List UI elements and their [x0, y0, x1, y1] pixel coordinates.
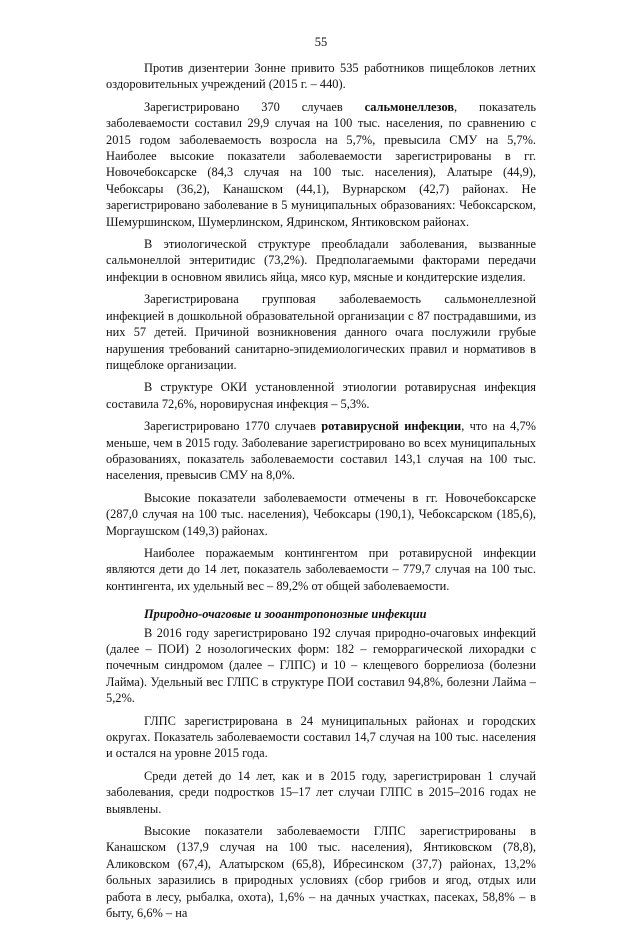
- page-number: 55: [314, 35, 328, 49]
- paragraph-salmonellosis: [106, 99, 536, 230]
- paragraph-rotavirus-children: Наиболее поражаемым контингентом при ротавирусной инфекции являются дети до 14 лет, показатель заболеваемости – 779,7 случая на 100 тыс. контингента, их удельный вес – 89,2% от общей заболеваемости.: [106, 545, 536, 593]
- paragraph-salmonellosis-body: , показатель заболеваемости составил 29,9 случая на 100 тыс. населения, по сравнению с 2015 годом заболеваемость возросла на 5,7%, превысила СМУ на 5,7%. Наиболее высокие показатели заболеваемости зарегистрированы в гг. Новочебоксарске (84,3 случая на 100 тыс. населения), Алатыре (44,9), Чебоксары (36,2), Канашском (44,1), Вурнарском (42,7) районах. Не зарегистрировано заболевание в 5 муниципальных образованиях: Чебоксарском, Шемуршинском, Шумерлинском, Ядринском, Янтиковском районах.: [106, 99, 536, 229]
- rotavirus-term: ротавирусной инфекции: [321, 419, 462, 434]
- paragraph-hfrs-districts: ГЛПС зарегистрирована в 24 муниципальных районах и городских округах. Показатель заболеваемости составил 14,7 случая на 100 тыс. населения и остался на уровне 2015 года.: [106, 713, 536, 761]
- paragraph-etiology-structure: В этиологической структуре преобладали заболевания, вызванные сальмонеллой энтеритидис (73,2%). Предполагаемыми факторами передачи инфекции в основном явились яйца, мясо кур, мясные и кондитерские изделия.: [106, 237, 536, 284]
- paragraph-salmonellosis-intro: Зарегистрировано 370 случаев: [144, 99, 365, 114]
- document-page: [106, 34, 536, 928]
- paragraph-rotavirus-intro: Зарегистрировано 1770 случаев: [144, 419, 322, 434]
- paragraph-natural-focal-total: В 2016 году зарегистрировано 192 случая природно-очаговых инфекций (далее – ПОИ) 2 нозологических форм: 182 – геморрагической лихорадки с почечным синдромом (далее – ГЛПС) и 10 – клещевого боррелиоза (болезни Лайма). Удельный вес ГЛПС в структуре ПОИ составил 94,8%, болезни Лайма – 5,2%.: [106, 625, 536, 706]
- section-heading-natural-focal: Природно-очаговые и зооантропонозные инфекции: [144, 607, 427, 622]
- paragraph-rotavirus-high-rates: Высокие показатели заболеваемости отмечены в гг. Новочебоксарске (287,0 случая на 100 тыс. населения), Чебоксары (190,1), Чебоксарском (185,6), Моргаушском (149,3) районах.: [106, 490, 536, 538]
- paragraph-rotavirus: [106, 418, 536, 484]
- paragraph-oki-structure: В структуре ОКИ установленной этиологии ротавирусная инфекция составила 72,6%, норовирусная инфекция – 5,3%.: [106, 380, 536, 411]
- paragraph-hfrs-high-rates: Высокие показатели заболеваемости ГЛПС зарегистрированы в Канашском (137,9 случая на 100 тыс. населения), Янтиковском (78,8), Аликовском (67,4), Алатырском (65,8), Ибресинском (37,7) районах, 13,2% больных заразились в природных условиях (сбор грибов и ягод, отдых или работа в лесу, рыбалка, охота), 1,6% – на дачных участках, пасеках, 58,8% – в быту, 6,6% – на: [106, 824, 536, 921]
- salmonellosis-term: сальмонеллезов: [364, 99, 455, 114]
- paragraph-rotavirus-body: , что на 4,7% меньше, чем в 2015 году. Заболевание зарегистрировано во всех муниципальных образованиях, показатель заболеваемости составил 143,1 случая на 100 тыс. населения, превысив СМУ на 8,0%.: [106, 419, 536, 483]
- paragraph-group-outbreak: Зарегистрирована групповая заболеваемость сальмонеллезной инфекцией в дошкольной образовательной организации с 87 пострадавшими, из них 57 детей. Причиной возникновения данного очага послужили грубые нарушения требований санитарно-эпидемиологических правил и нормативов в пищеблоке организации.: [106, 292, 536, 372]
- paragraph-hfrs-children: Среди детей до 14 лет, как и в 2015 году, зарегистрирован 1 случай заболевания, среди подростков 15–17 лет случаи ГЛПС в 2015–2016 годах не выявлены.: [106, 768, 536, 816]
- paragraph-dysentery-vaccination: Против дизентерии Зонне привито 535 работников пищеблоков летних оздоровительных учреждений (2015 г. – 440).: [106, 61, 536, 92]
